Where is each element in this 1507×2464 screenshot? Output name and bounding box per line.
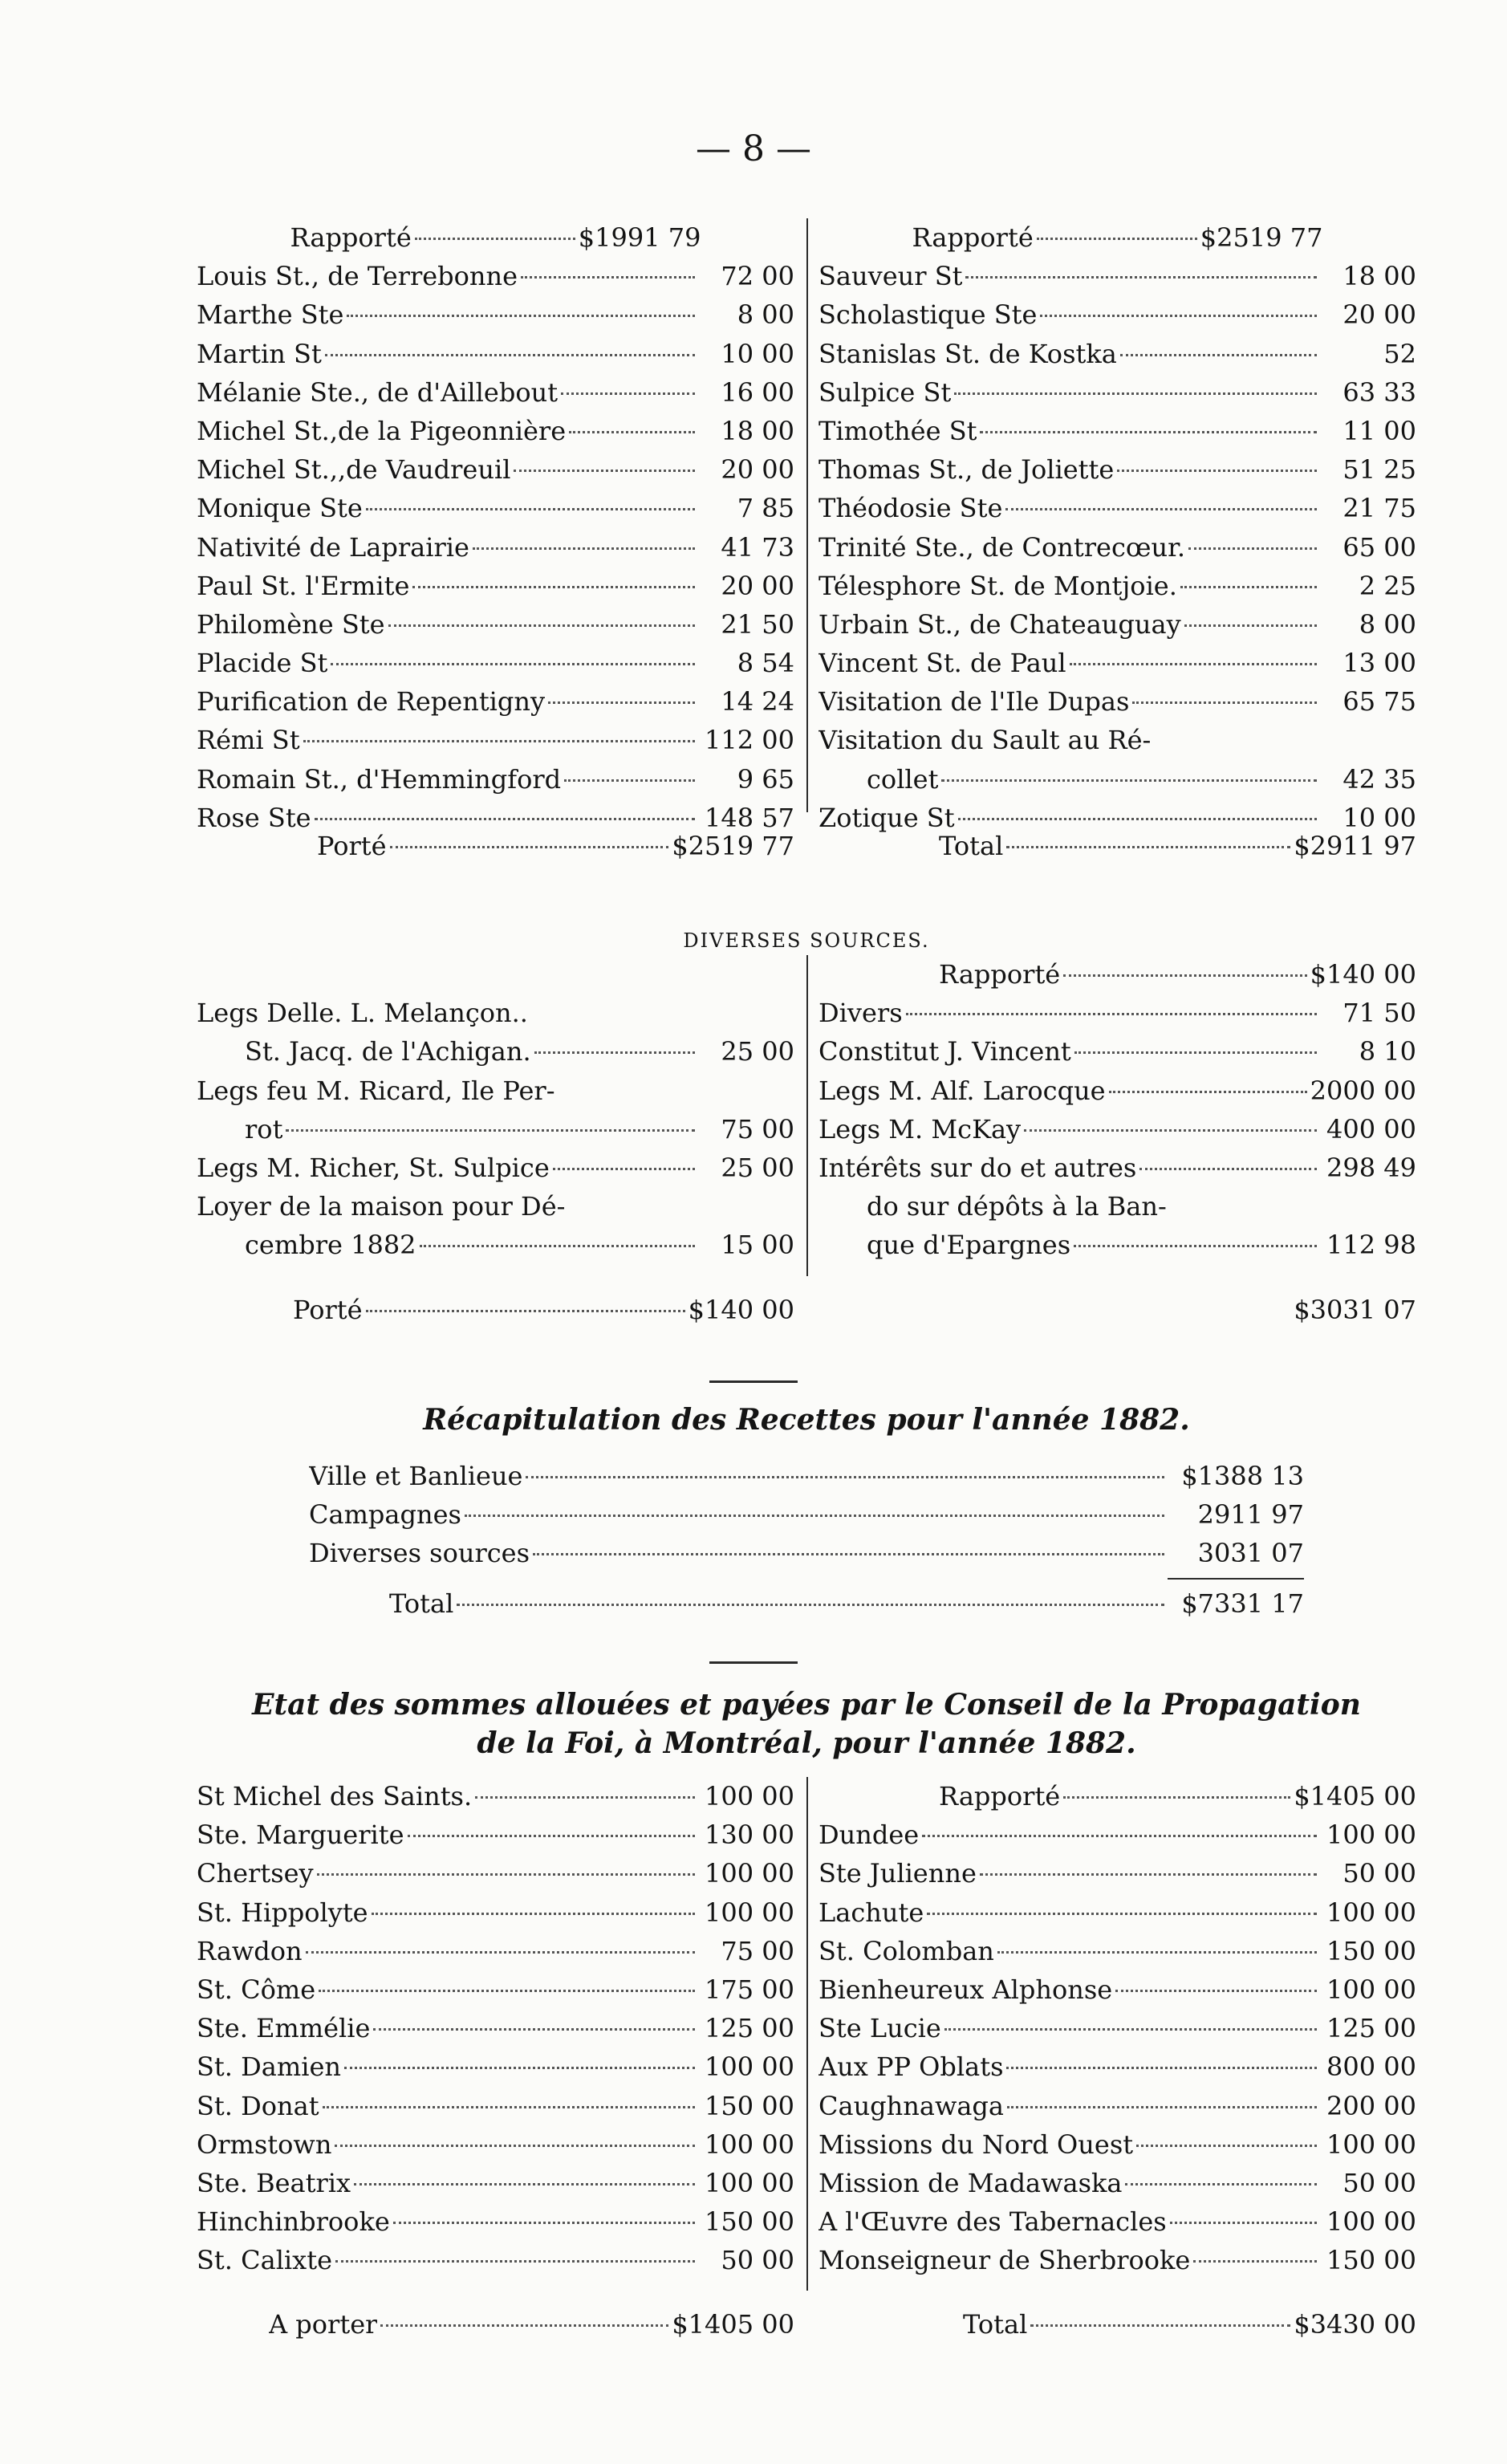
entry-amount: 21 50	[721, 608, 794, 640]
left-column	[197, 955, 794, 1276]
entry-amount: 75 00	[721, 1113, 794, 1145]
list-item	[818, 2125, 1416, 2164]
entry-label: Aux PP Oblats	[818, 2051, 1004, 2083]
right-total: $3031 07	[1294, 1295, 1416, 1325]
entry-amount: 51 25	[1342, 454, 1416, 486]
entry-amount: 100 00	[1326, 1974, 1416, 2005]
right-column	[806, 1777, 1416, 2291]
entry-amount: $1405 00	[1294, 1781, 1416, 1811]
entry-amount: 50 00	[1342, 2167, 1416, 2198]
recap-total: Total $7331 17	[309, 1584, 1304, 1623]
entry-label: Martin St	[197, 338, 322, 369]
entry-label: St. Donat	[197, 2090, 319, 2121]
divider-rule	[709, 1380, 798, 1383]
entry-amount: 21 75	[1342, 493, 1416, 524]
entry-label: Ville et Banlieue	[309, 1461, 523, 1491]
right-entries	[818, 257, 1416, 837]
list-item	[818, 2241, 1416, 2279]
recap-entries	[309, 1457, 1304, 1573]
entry-amount: 112 98	[1326, 1230, 1416, 1261]
left-total: Porté $140 00	[197, 1289, 794, 1328]
diverses-sources-section	[197, 923, 1416, 1328]
carried-row: Rapporté $2519 77	[818, 218, 1416, 257]
left-total: A porter $1405 00	[197, 2303, 794, 2342]
entry-amount: 800 00	[1326, 2051, 1416, 2083]
entry-label: Urbain St., de Chateauguay	[818, 608, 1181, 640]
column-divider	[806, 218, 808, 812]
entry-amount: 42 35	[1342, 763, 1416, 795]
list-item	[197, 955, 794, 994]
entry-label: Louis St., de Terrebonne	[197, 261, 518, 292]
entry-amount: 65 75	[1342, 686, 1416, 718]
entry-amount: 3031 07	[1197, 1538, 1304, 1569]
entry-label: Michel St.,de la Pigeonnière	[197, 415, 567, 446]
list-item	[197, 721, 794, 759]
entry-label: St. Damien	[197, 2051, 341, 2083]
entry-amount: 20 00	[721, 454, 794, 486]
list-item	[818, 528, 1416, 567]
entry-label: Legs M. McKay	[818, 1113, 1022, 1145]
list-item	[197, 1226, 794, 1264]
entry-label: Télesphore St. de Montjoie.	[818, 570, 1177, 601]
entry-amount: 175 00	[705, 1974, 794, 2005]
entry-amount: 15 00	[721, 1230, 794, 1261]
entry-amount: 16 00	[721, 376, 794, 408]
entry-amount: 100 00	[705, 1858, 794, 1889]
entry-label: Bienheureux Alphonse	[818, 1974, 1113, 2005]
page-number: — 8 —	[696, 128, 811, 169]
entry-amount: 10 00	[1342, 802, 1416, 833]
entry-amount: 125 00	[705, 2013, 794, 2044]
entry-amount: 130 00	[705, 1820, 794, 1851]
entry-label: A l'Œuvre des Tabernacles	[818, 2206, 1167, 2238]
entry-label: Théodosie Ste	[818, 493, 1003, 524]
entry-amount: 8 00	[1359, 608, 1416, 640]
entry-amount: 13 00	[1342, 648, 1416, 679]
right-column	[806, 955, 1416, 1276]
entry-amount: 100 00	[705, 2051, 794, 2083]
list-item	[197, 373, 794, 412]
entry-label: Missions du Nord Ouest	[818, 2129, 1134, 2160]
entry-label: Rapporté	[939, 1781, 1061, 1811]
list-item	[818, 682, 1416, 721]
entry-label: Mélanie Ste., de d'Aillebout	[197, 376, 559, 408]
entry-label: St. Jacq. de l'Achigan.	[245, 1036, 531, 1067]
entry-amount: 50 00	[721, 2245, 794, 2276]
entry-amount: 14 24	[721, 686, 794, 718]
entry-label: St. Côme	[197, 1974, 316, 2005]
entry-label: Rawdon	[197, 1935, 303, 1966]
entry-amount: 100 00	[1326, 2206, 1416, 2238]
entry-label: Monseigneur de Sherbrooke	[818, 2245, 1191, 2276]
divider-rule	[709, 1661, 798, 1664]
entry-label: Sulpice St	[818, 376, 952, 408]
entry-label: Ste. Marguerite	[197, 1820, 404, 1851]
list-item	[818, 2202, 1416, 2241]
entry-label: Ste. Beatrix	[197, 2167, 351, 2198]
list-item	[818, 2087, 1416, 2125]
entry-label: Timothée St	[818, 415, 977, 446]
entry-amount: 100 00	[705, 1897, 794, 1928]
entry-amount: 8 54	[737, 648, 794, 679]
entry-label: Stanislas St. de Kostka	[818, 338, 1117, 369]
entry-label: Campagnes	[309, 1499, 461, 1531]
entry-label: Scholastique Ste	[818, 299, 1038, 331]
entry-label: Vincent St. de Paul	[818, 648, 1066, 679]
entry-amount: 72 00	[721, 261, 794, 292]
list-item	[197, 1149, 794, 1187]
entry-label: St Michel des Saints.	[197, 1781, 473, 1811]
entry-amount: 8 00	[737, 299, 794, 331]
entry-label: Marthe Ste	[197, 299, 344, 331]
entry-amount: 20 00	[1342, 299, 1416, 331]
entry-label: Paul St. l'Ermite	[197, 570, 410, 601]
entry-label: Rémi St	[197, 725, 300, 756]
entry-amount: 100 00	[705, 2129, 794, 2160]
entry-label: Divers	[818, 998, 903, 1029]
etat-section	[197, 1685, 1416, 2342]
entry-amount: 63 33	[1342, 376, 1416, 408]
list-item	[818, 1226, 1416, 1264]
entry-label: Legs feu M. Ricard, Ile Per-	[197, 1075, 555, 1106]
recap-section	[197, 1401, 1416, 1623]
entry-label: que d'Epargnes	[867, 1230, 1071, 1261]
entry-label: rot	[245, 1113, 283, 1145]
list-item	[818, 567, 1416, 605]
entry-label: Philomène Ste	[197, 608, 385, 640]
entry-amount: 52	[1383, 338, 1416, 369]
list-item	[818, 2164, 1416, 2202]
entry-label: Legs M. Alf. Larocque	[818, 1075, 1106, 1106]
etat-title-line2: de la Foi, à Montréal, pour l'année 1882.	[477, 1726, 1136, 1760]
entry-label: do sur dépôts à la Ban-	[867, 1191, 1167, 1222]
list-item	[197, 2241, 794, 2279]
entry-label: Rose Ste	[197, 802, 311, 833]
entry-amount: $1388 13	[1181, 1461, 1304, 1491]
entry-amount: 125 00	[1326, 2013, 1416, 2044]
entry-label: Monique Ste	[197, 493, 363, 524]
entry-label: Dundee	[818, 1820, 920, 1851]
entry-amount: 148 57	[705, 802, 794, 833]
entry-label: Ste Lucie	[818, 2013, 941, 2044]
entry-label: St. Colomban	[818, 1935, 994, 1966]
entry-label: Diverses sources	[309, 1538, 530, 1569]
right-total: Total $3430 00	[806, 2303, 1416, 2342]
entry-amount: 150 00	[1326, 2245, 1416, 2276]
entry-amount: 100 00	[1326, 1897, 1416, 1928]
entry-amount: 41 73	[721, 531, 794, 563]
list-item	[197, 644, 794, 682]
entry-amount: 2000 00	[1310, 1075, 1416, 1106]
list-item	[197, 335, 794, 373]
entry-amount: 65 00	[1342, 531, 1416, 563]
entry-amount: 400 00	[1326, 1113, 1416, 1145]
entry-label: Michel St.,,de Vaudreuil	[197, 454, 511, 486]
entry-amount: 25 00	[721, 1152, 794, 1183]
entry-label: Caughnawaga	[818, 2090, 1004, 2121]
entry-label: Constitut J. Vincent	[818, 1036, 1071, 1067]
entry-label: Legs Delle. L. Melançon..	[197, 998, 528, 1029]
entry-amount: 18 00	[721, 415, 794, 446]
entry-amount: 11 00	[1342, 415, 1416, 446]
entry-label: Ormstown	[197, 2129, 332, 2160]
entry-label: Thomas St., de Joliette	[818, 454, 1115, 486]
entry-label: Chertsey	[197, 1858, 314, 1889]
list-item	[818, 489, 1416, 527]
entry-amount: 112 00	[705, 725, 794, 756]
entry-label: Rapporté	[939, 959, 1061, 990]
entry-amount: 25 00	[721, 1036, 794, 1067]
entry-label: cembre 1882	[245, 1230, 416, 1261]
entry-label: collet	[867, 763, 939, 795]
entry-label: Lachute	[818, 1897, 924, 1928]
entry-label: Visitation de l'Ile Dupas	[818, 686, 1130, 718]
carried-row: Rapporté $1991 79	[197, 218, 794, 257]
list-item	[818, 295, 1416, 334]
entry-label: Visitation du Sault au Ré-	[818, 725, 1152, 756]
left-entries	[197, 257, 794, 837]
entry-amount: 20 00	[721, 570, 794, 601]
entry-amount: 18 00	[1342, 261, 1416, 292]
entry-amount: 2911 97	[1197, 1499, 1304, 1531]
column-divider	[806, 955, 808, 1276]
etat-title-line1: Etat des sommes allouées et payées par le Conseil de la Propagation	[252, 1688, 1361, 1722]
left-column	[197, 1777, 794, 2291]
entry-amount: 7 85	[737, 493, 794, 524]
right-total: Total $2911 97	[806, 825, 1416, 864]
entry-amount: 200 00	[1326, 2090, 1416, 2121]
list-item	[309, 1534, 1304, 1572]
entry-label: Placide St	[197, 648, 328, 679]
entry-amount: 50 00	[1342, 1858, 1416, 1889]
entry-amount: 2 25	[1359, 570, 1416, 601]
recap-title: Récapitulation des Recettes pour l'année 1882.	[423, 1403, 1190, 1437]
entry-label: Nativité de Laprairie	[197, 531, 469, 563]
list-item	[197, 1110, 794, 1149]
list-item	[197, 412, 794, 450]
list-item	[818, 1110, 1416, 1149]
entry-label: Intérêts sur do et autres	[818, 1152, 1137, 1183]
right-column	[806, 218, 1416, 833]
entry-label: St. Hippolyte	[197, 1897, 368, 1928]
entry-label: Sauveur St	[818, 261, 963, 292]
list-item	[818, 644, 1416, 682]
entry-amount: 9 65	[737, 763, 794, 795]
left-column	[197, 218, 794, 833]
list-item	[197, 994, 794, 1032]
entry-amount: 100 00	[705, 2167, 794, 2198]
entry-amount: 100 00	[1326, 1820, 1416, 1851]
entry-label: Ste. Emmélie	[197, 2013, 371, 2044]
entry-label: Hinchinbrooke	[197, 2206, 390, 2238]
entry-label: Legs M. Richer, St. Sulpice	[197, 1152, 550, 1183]
entry-label: Zotique St	[818, 802, 955, 833]
entry-amount: $140 00	[1310, 959, 1416, 990]
entry-amount: 75 00	[721, 1935, 794, 1966]
entry-amount: 10 00	[721, 338, 794, 369]
entry-amount: 150 00	[705, 2090, 794, 2121]
entry-amount: 150 00	[705, 2206, 794, 2238]
entry-amount: 150 00	[1326, 1935, 1416, 1966]
entry-label: Purification de Repentigny	[197, 686, 546, 718]
entry-amount: 71 50	[1342, 998, 1416, 1029]
list-item	[197, 1032, 794, 1071]
section-heading: DIVERSES SOURCES.	[683, 929, 930, 952]
entry-label: Mission de Madawaska	[818, 2167, 1123, 2198]
entry-label: Romain St., d'Hemmingford	[197, 763, 562, 795]
entry-amount: 100 00	[1326, 2129, 1416, 2160]
entry-amount: 100 00	[705, 1781, 794, 1811]
left-total: Porté $2519 77	[197, 825, 794, 864]
entry-label: Ste Julienne	[818, 1858, 977, 1889]
list-item	[818, 1149, 1416, 1187]
column-divider	[806, 1777, 808, 2291]
entry-label: Loyer de la maison pour Dé-	[197, 1191, 566, 1222]
entry-label: Trinité Ste., de Contrecœur.	[818, 531, 1186, 563]
entry-label: St. Calixte	[197, 2245, 332, 2276]
entry-amount: 298 49	[1326, 1152, 1416, 1183]
parish-receipts-section	[197, 218, 1416, 864]
entry-amount: 8 10	[1359, 1036, 1416, 1067]
